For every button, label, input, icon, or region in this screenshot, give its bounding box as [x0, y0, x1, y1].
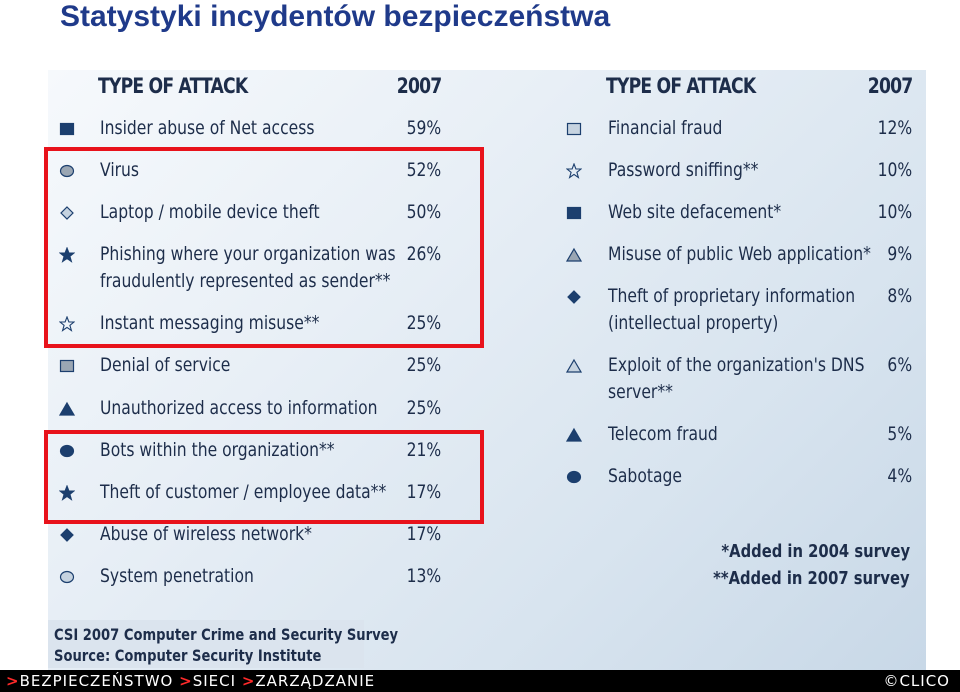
attack-percentage: 25%: [406, 354, 441, 376]
attack-percentage: 17%: [406, 523, 441, 545]
attack-percentage: 12%: [877, 117, 912, 139]
attack-type-label-line2: (intellectual property): [608, 312, 779, 334]
attack-percentage: 6%: [887, 354, 912, 376]
square-light-icon: [566, 121, 582, 137]
attack-percentage: 13%: [406, 565, 441, 587]
attack-percentage: 25%: [406, 397, 441, 419]
attack-percentage: 59%: [406, 117, 441, 139]
triangle-light-icon: [566, 358, 582, 374]
attack-type-label: Bots within the organization**: [100, 439, 335, 461]
attack-percentage: 17%: [406, 481, 441, 503]
separator-icon: >: [6, 672, 20, 690]
attack-percentage: 52%: [406, 159, 441, 181]
attack-type-label: Virus: [100, 159, 140, 181]
attack-percentage: 25%: [406, 312, 441, 334]
attack-percentage: 21%: [406, 439, 441, 461]
footer-item-security: BEZPIECZEŃSTWO: [19, 672, 174, 690]
attack-percentage: 26%: [406, 243, 441, 265]
attack-percentage: 10%: [877, 159, 912, 181]
footer-nav: [6, 672, 375, 690]
survey-source: Source: Computer Security Institute: [54, 646, 322, 665]
attack-type-label: Password sniffing**: [608, 159, 759, 181]
attack-percentage: 10%: [877, 201, 912, 223]
diamond-dark-icon: [59, 527, 75, 543]
footer-item-management: ZARZĄDZANIE: [255, 672, 376, 690]
highlight-box-bottom: [44, 430, 484, 524]
footer-bar: [0, 670, 960, 692]
circle-dark-icon: [566, 469, 582, 485]
attack-percentage: 8%: [887, 285, 912, 307]
attack-type-label: Web site defacement*: [608, 201, 782, 223]
highlight-box-top: [44, 147, 484, 348]
attack-type-label: Misuse of public Web application*: [608, 243, 871, 265]
left-header-type: TYPE OF ATTACK: [98, 74, 248, 98]
attack-type-label: Instant messaging misuse**: [100, 312, 320, 334]
attack-type-label: Insider abuse of Net access: [100, 117, 315, 139]
triangle-dark-icon: [566, 427, 582, 443]
diamond-dark-icon: [566, 289, 582, 305]
source-box: [48, 620, 399, 668]
circle-light-icon: [59, 569, 75, 585]
attack-type-label: Sabotage: [608, 465, 682, 487]
attack-type-label: Exploit of the organization's DNS: [608, 354, 865, 376]
attack-type-label: Financial fraud: [608, 117, 723, 139]
attack-type-label: Abuse of wireless network*: [100, 523, 312, 545]
attack-type-label: Unauthorized access to information: [100, 397, 378, 419]
right-header-type: TYPE OF ATTACK: [606, 74, 756, 98]
page-title: Statystyki incydentów bezpieczeństwa: [60, 0, 611, 33]
square-dark-icon: [566, 205, 582, 221]
attack-type-label-line2: fraudulently represented as sender**: [100, 270, 391, 292]
attack-type-label-line2: server**: [608, 381, 673, 403]
attack-type-label: Phishing where your organization was: [100, 243, 396, 265]
note-2004: *Added in 2004 survey: [721, 541, 910, 562]
star-outline-icon: [566, 163, 582, 179]
separator-icon: >: [241, 672, 256, 690]
square-dark-icon: [59, 121, 75, 137]
attack-percentage: 9%: [887, 243, 912, 265]
brand-logo: ©CLICO: [883, 672, 950, 690]
attack-type-label: System penetration: [100, 565, 254, 587]
triangle-gray-icon: [566, 247, 582, 263]
attack-type-label: Laptop / mobile device theft: [100, 201, 320, 223]
attack-type-label: Telecom fraud: [608, 423, 718, 445]
attack-type-label: Denial of service: [100, 354, 231, 376]
right-header-year: 2007: [867, 74, 912, 98]
attack-type-label: Theft of customer / employee data**: [100, 481, 387, 503]
left-header-year: 2007: [396, 74, 441, 98]
attack-percentage: 50%: [406, 201, 441, 223]
attack-type-label: Theft of proprietary information: [608, 285, 856, 307]
survey-name: CSI 2007 Computer Crime and Security Survey: [54, 625, 399, 644]
triangle-dark-icon: [59, 401, 75, 417]
separator-icon: >: [179, 672, 193, 690]
square-gray-icon: [59, 358, 75, 374]
attack-percentage: 5%: [887, 423, 912, 445]
note-2007: **Added in 2007 survey: [713, 568, 910, 589]
attack-percentage: 4%: [887, 465, 912, 487]
footer-item-networks: SIECI: [192, 672, 237, 690]
